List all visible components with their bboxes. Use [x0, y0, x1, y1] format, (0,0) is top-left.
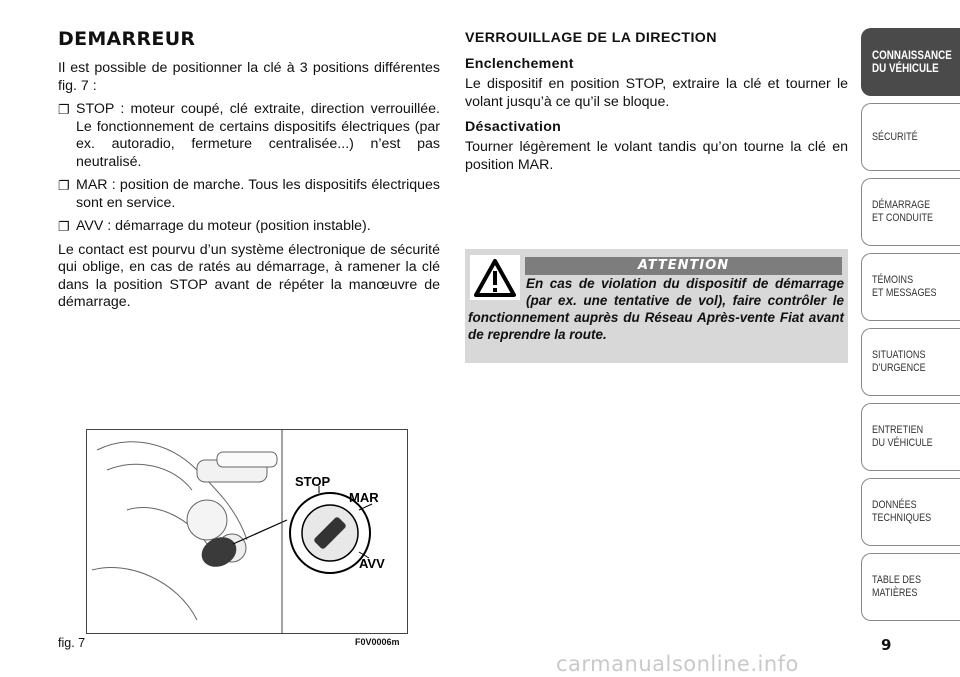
security-paragraph: Le contact est pourvu d’un système électronique de sécurité qui oblige, en cas de ratés au démarrage, à ramener la clé dans la position STOP avant de répéter la manœuvre de démarrage. — [58, 241, 440, 310]
warning-box — [465, 249, 848, 363]
bullet-text-avv: AVV : démarrage du moteur (position instable). — [76, 218, 371, 234]
right-column — [465, 28, 848, 180]
bullet-text-mar: MAR : position de marche. Tous les dispositifs électriques sont en service. — [76, 177, 440, 211]
figure-code: F0V0006m — [355, 637, 400, 647]
list-item — [58, 177, 440, 212]
subheading-desactivation: Désactivation — [465, 119, 562, 135]
checkbox-bullet-icon: ❐ — [58, 102, 70, 117]
bullet-text-stop: STOP : moteur coupé, clé extraite, direction verrouillée. Le fonctionnement de certains dispositifs électriques (par ex. autoradio, fermeture centralisée...) n’est pas neutralisé. — [76, 101, 440, 170]
label-mar: MAR — [349, 490, 379, 505]
checkbox-bullet-icon: ❐ — [58, 178, 70, 193]
list-item — [58, 218, 440, 236]
desactivation-text: Tourner légèrement le volant tandis qu’on tourne la clé en position MAR. — [465, 139, 848, 173]
left-column — [58, 28, 440, 318]
warning-text: En cas de violation du dispositif de démarrage (par ex. une tentative de vol), faire contrôler le fonctionnement auprès du Réseau Après-vente Fiat avant de reprendre la route. — [468, 276, 844, 342]
tab-entretien-du-vehicule[interactable]: ENTRETIEN DU VÉHICULE — [861, 403, 960, 471]
watermark: carmanualsonline.info — [556, 652, 799, 676]
tab-connaissance-du-vehicule[interactable]: CONNAISSANCE DU VÉHICULE — [861, 28, 960, 96]
tab-situations-d-urgence[interactable]: SITUATIONS D’URGENCE — [861, 328, 960, 396]
figure-ignition-switch — [86, 429, 408, 634]
ignition-illustration — [87, 430, 407, 633]
enclenchement-text: Le dispositif en position STOP, extraire la clé et tourner le volant jusqu’à ce qu’il se bloque. — [465, 76, 848, 110]
list-item — [58, 101, 440, 171]
tab-donnees-techniques[interactable]: DONNÉES TECHNIQUES — [861, 478, 960, 546]
label-avv: AVV — [359, 556, 385, 571]
figure-caption: fig. 7 — [58, 636, 86, 650]
intro-paragraph: Il est possible de positionner la clé à 3 positions différentes fig. 7 : — [58, 60, 440, 94]
checkbox-bullet-icon: ❐ — [58, 219, 70, 234]
tab-securite[interactable]: SÉCURITÉ — [861, 103, 960, 171]
tab-demarrage-et-conduite[interactable]: DÉMARRAGE ET CONDUITE — [861, 178, 960, 246]
section-title-demarreur: DEMARREUR — [58, 28, 196, 50]
tab-table-des-matieres[interactable]: TABLE DES MATIÈRES — [861, 553, 960, 621]
tab-temoins-et-messages[interactable]: TÉMOINS ET MESSAGES — [861, 253, 960, 321]
section-title-verrouillage: VERROUILLAGE DE LA DIRECTION — [465, 30, 717, 46]
page-number: 9 — [881, 636, 892, 654]
label-stop: STOP — [295, 474, 331, 489]
warning-header: ATTENTION — [525, 257, 842, 275]
subheading-enclenchement: Enclenchement — [465, 56, 574, 72]
